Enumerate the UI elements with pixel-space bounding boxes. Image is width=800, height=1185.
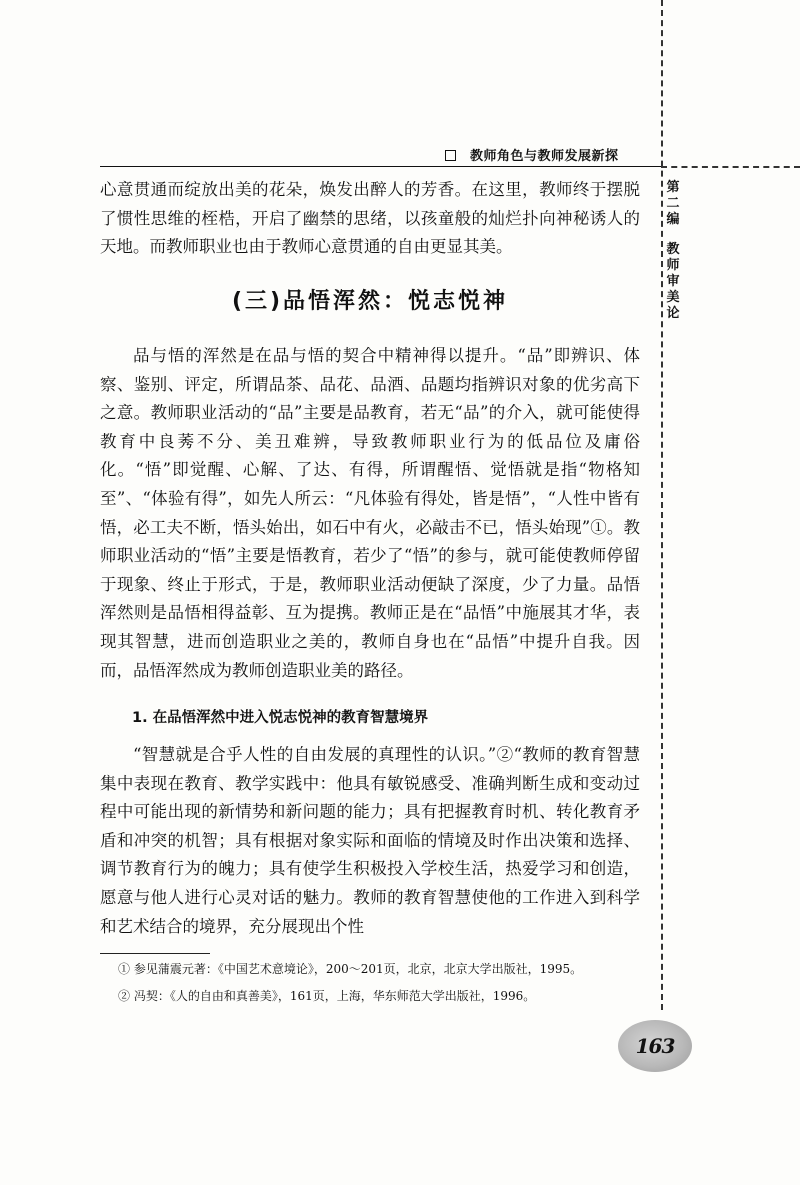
running-header (445, 145, 655, 164)
page-number-badge (618, 1020, 692, 1072)
section-title: (三)品悟浑然：悦志悦神 (231, 289, 509, 314)
subheading: 1. 在品悟浑然中进入悦志悦神的教育智慧境界 (132, 710, 429, 726)
footnote-1: ① 参见蒲震元著：《中国艺术意境论》，200～201页，北京，北京大学出版社，1995。 (118, 962, 583, 976)
margin-dashed-line-vertical (661, 0, 663, 1010)
margin-dashed-line-horizontal (661, 166, 800, 168)
paragraph-2: 品与悟的浑然是在品与悟的契合中精神得以提升。“品”即辨识、体察、鉴别、评定，所谓品茶、品花、品酒、品题均指辨识对象的优劣高下之意。教师职业活动的“品”主要是品教育，若无“品”的介入，就可能使得教育中良莠不分、美丑难辨，导致教师职业行为的低品位及庸俗化。“悟”即觉醒、心解、了达、有得，所谓醒悟、觉悟就是指“物格知至”、“体验有得”，如先人所云：“凡体验有得处，皆是悟”，“人性中皆有悟，必工夫不断，悟头始出，如石中有火，必敲击不已，悟头始现”①。教师职业活动的“悟”主要是悟教育，若少了“悟”的参与，就可能使教师停留于现象、终止于形式，于是，教师职业活动便缺了深度，少了力量。品悟浑然则是品悟相得益彰、互为提携。教师正是在“品悟”中施展其才华，表现其智慧，进而创造职业之美的，教师自身也在“品悟”中提升自我。因而，品悟浑然成为教师创造职业美的路径。 (100, 346, 640, 680)
footnote-2: ② 冯契：《人的自由和真善美》，161页，上海，华东师范大学出版社，1996。 (118, 989, 536, 1003)
side-tab-title: 教师审美论 (666, 242, 680, 321)
header-rule (100, 166, 661, 167)
side-tab (666, 180, 684, 322)
paragraph-3: “智慧就是合乎人性的自由发展的真理性的认识。”②“教师的教育智慧集中表现在教育、教学实践中：他具有敏锐感受、准确判断生成和变动过程中可能出现的新情势和新问题的能力；具有把握教育时机、转化教育矛盾和冲突的机智；具有根据对象实际和面临的情境及时作出决策和选择、调节教育行为的魄力；具有使学生积极投入学校生活，热爱学习和创造，愿意与他人进行心灵对话的魅力。教师的教育智慧使他的工作进入到科学和艺术结合的境界，充分展现出个性 (100, 745, 640, 936)
running-header-text: 教师角色与教师发展新探 (470, 149, 619, 164)
footnote-rule (100, 953, 210, 954)
side-tab-part: 第二编 (666, 180, 680, 227)
square-icon (445, 150, 456, 161)
paragraph-1: 心意贯通而绽放出美的花朵，焕发出醉人的芳香。在这里，教师终于摆脱了惯性思维的桎梏，开启了幽禁的思绪，以孩童般的灿烂扑向神秘诱人的天地。而教师职业也由于教师心意贯通的自由更显其美。 (100, 180, 640, 257)
page-number: 163 (635, 1034, 675, 1058)
